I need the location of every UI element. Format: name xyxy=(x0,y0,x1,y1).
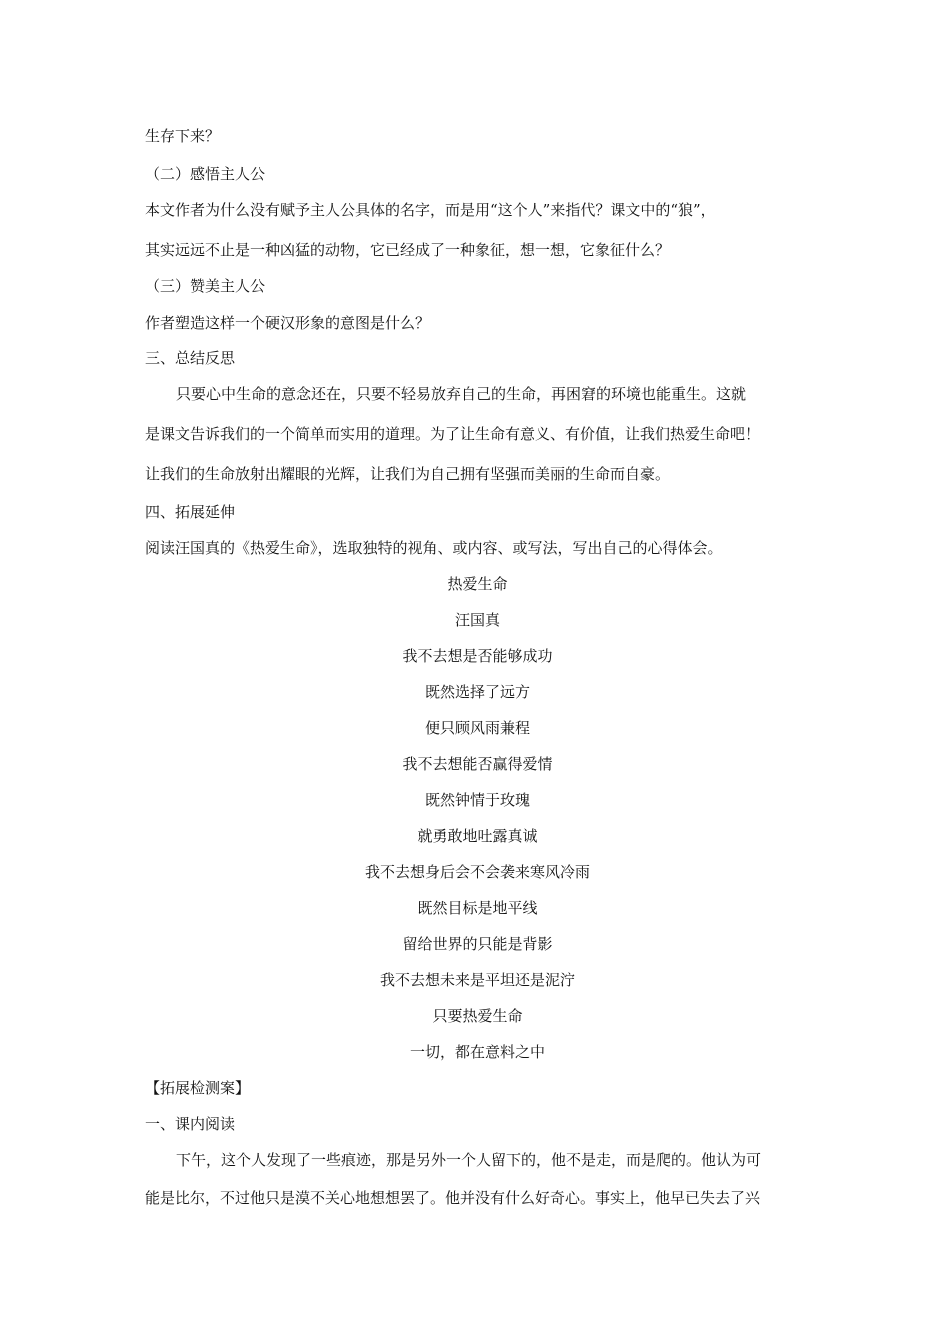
paragraph-line: 下午，这个人发现了一些痕迹，那是另外一个人留下的，他不是走，而是爬的。他认为可 xyxy=(176,1151,762,1169)
text-line: 本文作者为什么没有赋予主人公具体的名字，而是用“这个人”来指代？课文中的“狼”， xyxy=(145,201,716,219)
text-line: 阅读汪国真的《热爱生命》，选取独特的视角、或内容、或写法，写出自己的心得体会。 xyxy=(145,539,723,557)
poem-verse: 我不去想是否能够成功 xyxy=(402,647,553,665)
section-heading: （二）感悟主人公 xyxy=(145,165,266,183)
poem-verse: 我不去想能否赢得爱情 xyxy=(402,755,553,773)
section-heading: （三）赞美主人公 xyxy=(145,277,266,295)
text-line: 其实远远不止是一种凶猛的动物，它已经成了一种象征，想一想，它象征什么？ xyxy=(145,241,671,259)
poem-verse: 我不去想未来是平坦还是泥泞 xyxy=(379,971,575,989)
paragraph-line: 是课文告诉我们的一个简单而实用的道理。为了让生命有意义、有价值，让我们热爱生命吧！ xyxy=(145,425,761,443)
text-line: 生存下来？ xyxy=(145,127,221,145)
paragraph-line: 只要心中生命的意念还在，只要不轻易放弃自己的生命，再困窘的环境也能重生。这就 xyxy=(176,385,747,403)
poem-verse: 既然选择了远方 xyxy=(424,683,530,701)
section-heading: 【拓展检测案】 xyxy=(145,1079,251,1097)
poem-verse: 留给世界的只能是背影 xyxy=(402,935,553,953)
poem-author: 汪国真 xyxy=(454,611,500,629)
text-line: 作者塑造这样一个硬汉形象的意图是什么？ xyxy=(145,314,431,332)
section-heading: 三、总结反思 xyxy=(145,349,236,367)
poem-verse: 既然钟情于玫瑰 xyxy=(424,791,530,809)
paragraph-line: 能是比尔，不过他只是漠不关心地想想罢了。他并没有什么好奇心。事实上，他早已失去了兴 xyxy=(145,1189,761,1207)
poem-title: 热爱生命 xyxy=(447,575,508,593)
poem-verse: 我不去想身后会不会袭来寒风冷雨 xyxy=(364,863,590,881)
poem-verse: 一切，都在意料之中 xyxy=(409,1043,545,1061)
poem-verse: 就勇敢地吐露真诚 xyxy=(417,827,538,845)
poem-verse: 便只顾风雨兼程 xyxy=(424,719,530,737)
section-heading: 一、课内阅读 xyxy=(145,1115,236,1133)
section-heading: 四、拓展延伸 xyxy=(145,503,236,521)
poem-verse: 既然目标是地平线 xyxy=(417,899,538,917)
paragraph-line: 让我们的生命放射出耀眼的光辉，让我们为自己拥有坚强而美丽的生命而自豪。 xyxy=(145,465,671,483)
poem-verse: 只要热爱生命 xyxy=(432,1007,523,1025)
